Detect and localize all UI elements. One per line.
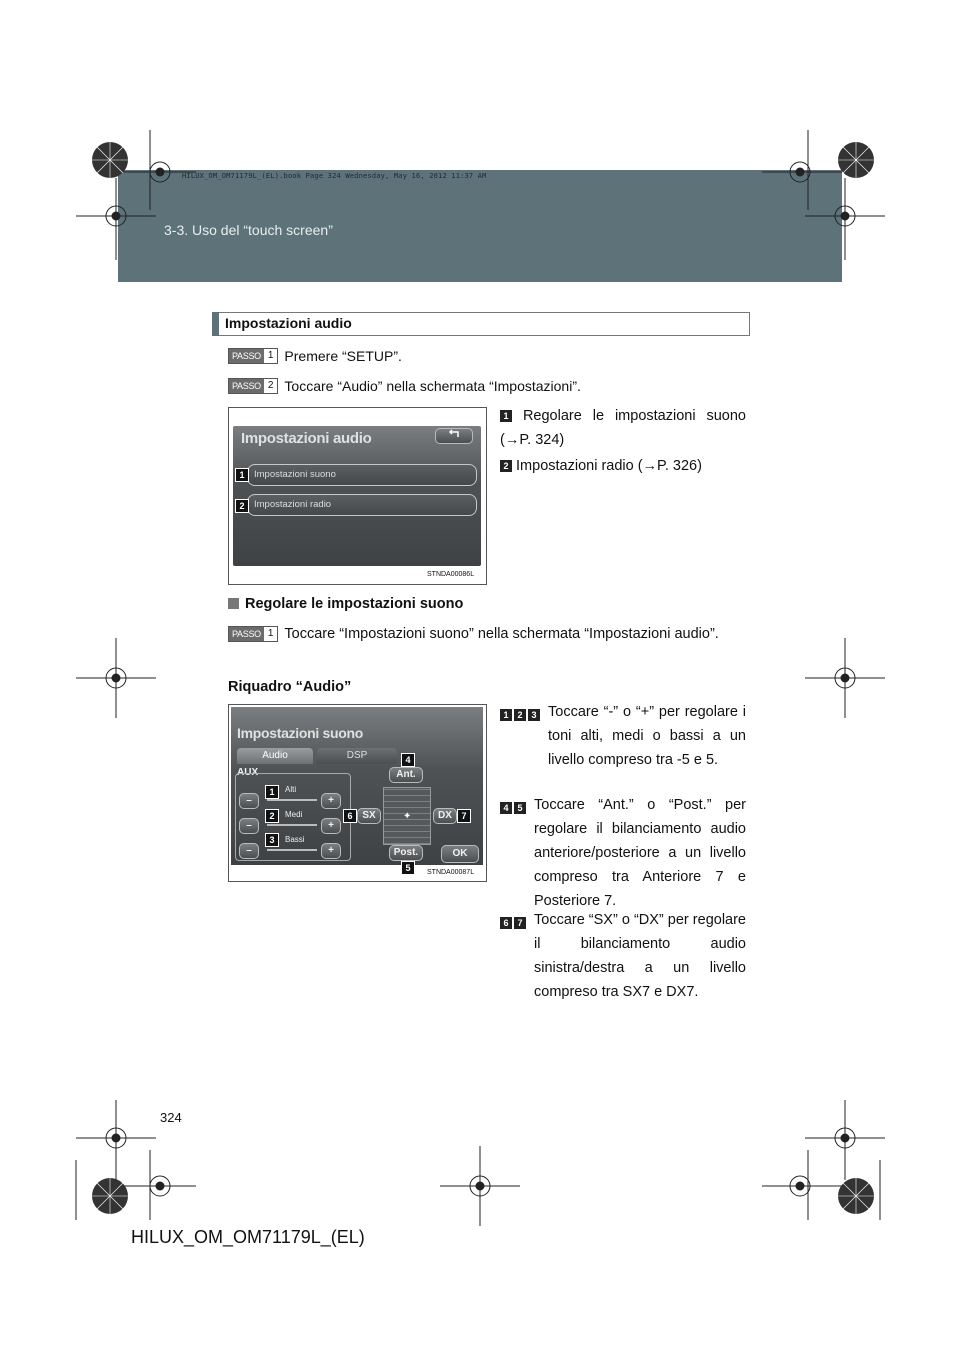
tab-audio[interactable]: Audio: [237, 748, 313, 764]
back-button[interactable]: [435, 428, 473, 444]
source-label: AUX: [237, 767, 259, 778]
note-text: Toccare “SX” o “DX” per regolare il bilanciamento audio sinistra/destra a un livello compreso tra SX7 e DX7.: [534, 912, 746, 1000]
sound-settings-item[interactable]: Impostazioni suono: [247, 464, 477, 486]
tab-dsp[interactable]: DSP: [317, 748, 397, 764]
panel-title: Riquadro “Audio”: [228, 679, 352, 695]
note-123: 1 2 3 Toccare “-” o “+” per regolare i toni alti, medi o bassi a un livello compreso tra -5 e 5.: [500, 700, 746, 772]
callout-4: 4: [401, 753, 415, 767]
mid-minus-button[interactable]: –: [239, 818, 259, 834]
figure-sound-settings: [228, 704, 487, 882]
mid-plus-button[interactable]: +: [321, 818, 341, 834]
screen-title: Impostazioni audio: [241, 430, 372, 447]
mid-slider[interactable]: [267, 824, 317, 826]
section-heading: Impostazioni audio: [225, 315, 352, 331]
figure-code: STNDA00087L: [427, 869, 475, 876]
back-arrow-icon: [447, 429, 461, 439]
screen-title: Impostazioni suono: [237, 725, 364, 741]
treble-label: Alti: [285, 785, 297, 794]
radio-settings-item[interactable]: Impostazioni radio: [247, 494, 477, 516]
step-badge: PASSO 2: [228, 378, 278, 394]
note-2: 2 Impostazioni radio (→P. 326): [500, 454, 746, 478]
figure-audio-settings: [228, 407, 487, 585]
note-1: 1 Regolare le impostazioni suono (→P. 324): [500, 408, 746, 448]
front-button[interactable]: Ant.: [389, 767, 423, 783]
step-text: Toccare “Audio” nella schermata “Impostazioni”.: [284, 378, 581, 394]
balance-position-icon: ✦: [403, 811, 412, 822]
note-45: 4 5 Toccare “Ant.” o “Post.” per regolare il bilanciamento audio anteriore/posteriore a un livello compreso tra Anteriore 7 e Posteriore 7.: [500, 793, 746, 913]
bass-slider[interactable]: [267, 849, 317, 851]
subsection-heading: Regolare le impostazioni suono: [228, 596, 463, 612]
note-67: 6 7 Toccare “SX” o “DX” per regolare il bilanciamento audio sinistra/destra a un livello compreso tra SX7 e DX7.: [500, 908, 746, 1004]
bass-plus-button[interactable]: +: [321, 843, 341, 859]
mid-label: Medi: [285, 810, 303, 819]
step-1: [228, 348, 402, 364]
square-bullet-icon: [228, 598, 239, 609]
treble-minus-button[interactable]: –: [239, 793, 259, 809]
step-2: [228, 378, 581, 394]
page-number: 324: [160, 1110, 182, 1125]
sub-step-1: [228, 622, 748, 646]
step-text: Premere “SETUP”.: [284, 348, 402, 364]
figure-code: STNDA00086L: [427, 571, 475, 578]
left-button[interactable]: SX: [357, 808, 381, 824]
treble-slider[interactable]: [267, 799, 317, 801]
callout-5: 5: [401, 861, 415, 875]
callout-2: 2: [265, 809, 279, 823]
footer-code: HILUX_OM_OM71179L_(EL): [131, 1227, 365, 1247]
callout-2: 2: [235, 499, 249, 513]
section-heading-bar: [212, 312, 219, 336]
chapter-section-title: 3-3. Uso del “touch screen”: [164, 222, 333, 238]
rear-button[interactable]: Post.: [389, 845, 423, 861]
step-text: Toccare “Impostazioni suono” nella schermata “Impostazioni audio”.: [284, 626, 719, 642]
step-badge: PASSO 1: [228, 626, 278, 642]
treble-plus-button[interactable]: +: [321, 793, 341, 809]
note-text: Toccare “Ant.” o “Post.” per regolare il bilanciamento audio anteriore/posteriore a un livello compreso tra Anteriore 7 e Posteriore 7.: [534, 797, 746, 909]
step-badge: PASSO 1: [228, 348, 278, 364]
callout-1: 1: [235, 468, 249, 482]
callout-1: 1: [265, 785, 279, 799]
callout-3: 3: [265, 833, 279, 847]
callout-7: 7: [457, 809, 471, 823]
right-button[interactable]: DX: [433, 808, 457, 824]
bass-label: Bassi: [285, 835, 305, 844]
note-text: Toccare “-” o “+” per regolare i toni alti, medi o bassi a un livello compreso tra -5 e 5.: [548, 704, 746, 768]
bass-minus-button[interactable]: –: [239, 843, 259, 859]
callout-6: 6: [343, 809, 357, 823]
ok-button[interactable]: OK: [441, 845, 479, 863]
book-info-line: HILUX_OM_OM71179L_(EL).book Page 324 Wednesday, May 16, 2012 11:37 AM: [182, 172, 487, 180]
